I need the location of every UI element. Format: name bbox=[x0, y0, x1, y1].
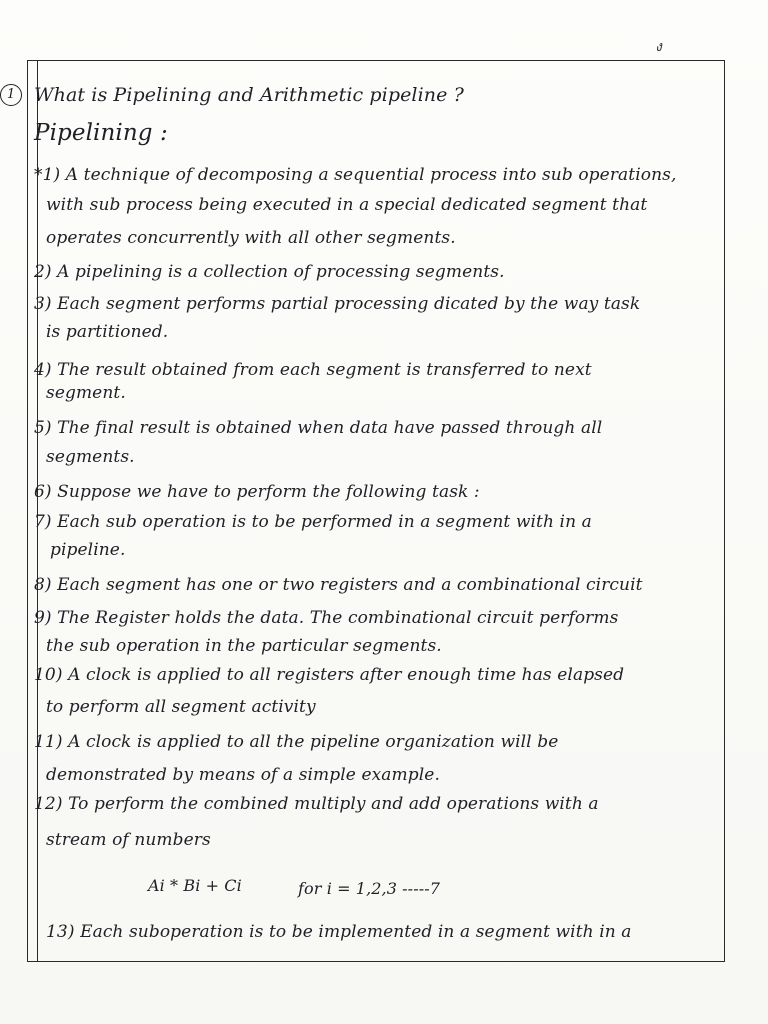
text-line: to perform all segment activity bbox=[46, 697, 316, 717]
text-line: 7) Each sub operation is to be performed in a segment with in a bbox=[34, 512, 592, 532]
text-line: 3) Each segment performs partial processing dicated by the way task bbox=[34, 294, 641, 314]
page-corner-mark: ง bbox=[655, 39, 662, 55]
text-line: 9) The Register holds the data. The combinational circuit performs bbox=[34, 608, 619, 628]
text-line: demonstrated by means of a simple example. bbox=[46, 765, 440, 785]
text-line: segments. bbox=[46, 447, 135, 467]
text-line: with sub process being executed in a special dedicated segment that bbox=[46, 195, 648, 215]
text-line: 12) To perform the combined multiply and add operations with a bbox=[34, 794, 599, 814]
text-line: the sub operation in the particular segments. bbox=[46, 636, 442, 656]
text-line: segment. bbox=[46, 383, 126, 403]
text-line: *1) A technique of decomposing a sequential process into sub operations, bbox=[34, 165, 677, 185]
text-line: pipeline. bbox=[50, 540, 126, 560]
text-line: 11) A clock is applied to all the pipeline organization will be bbox=[34, 732, 559, 752]
question-title: What is Pipelining and Arithmetic pipeline ? bbox=[34, 84, 464, 106]
margin-line bbox=[37, 60, 38, 962]
text-line: is partitioned. bbox=[46, 322, 169, 342]
text-line: 6) Suppose we have to perform the following task : bbox=[34, 482, 480, 502]
text-line: 5) The final result is obtained when data have passed through all bbox=[34, 418, 603, 438]
formula: Ai * Bi + Ci bbox=[148, 876, 242, 895]
formula-range: for i = 1,2,3 -----7 bbox=[298, 879, 440, 898]
text-line: 2) A pipelining is a collection of processing segments. bbox=[34, 262, 505, 282]
text-line: 10) A clock is applied to all registers after enough time has elapsed bbox=[34, 665, 625, 685]
text-line: 13) Each suboperation is to be implemented in a segment with in a bbox=[46, 922, 632, 942]
text-line: operates concurrently with all other segments. bbox=[46, 228, 456, 248]
text-line: stream of numbers bbox=[46, 830, 211, 850]
text-line: 4) The result obtained from each segment is transferred to next bbox=[34, 360, 592, 380]
question-number-circle: 1 bbox=[0, 84, 22, 106]
section-heading: Pipelining : bbox=[34, 120, 168, 146]
text-line: 8) Each segment has one or two registers and a combinational circuit bbox=[34, 575, 643, 595]
